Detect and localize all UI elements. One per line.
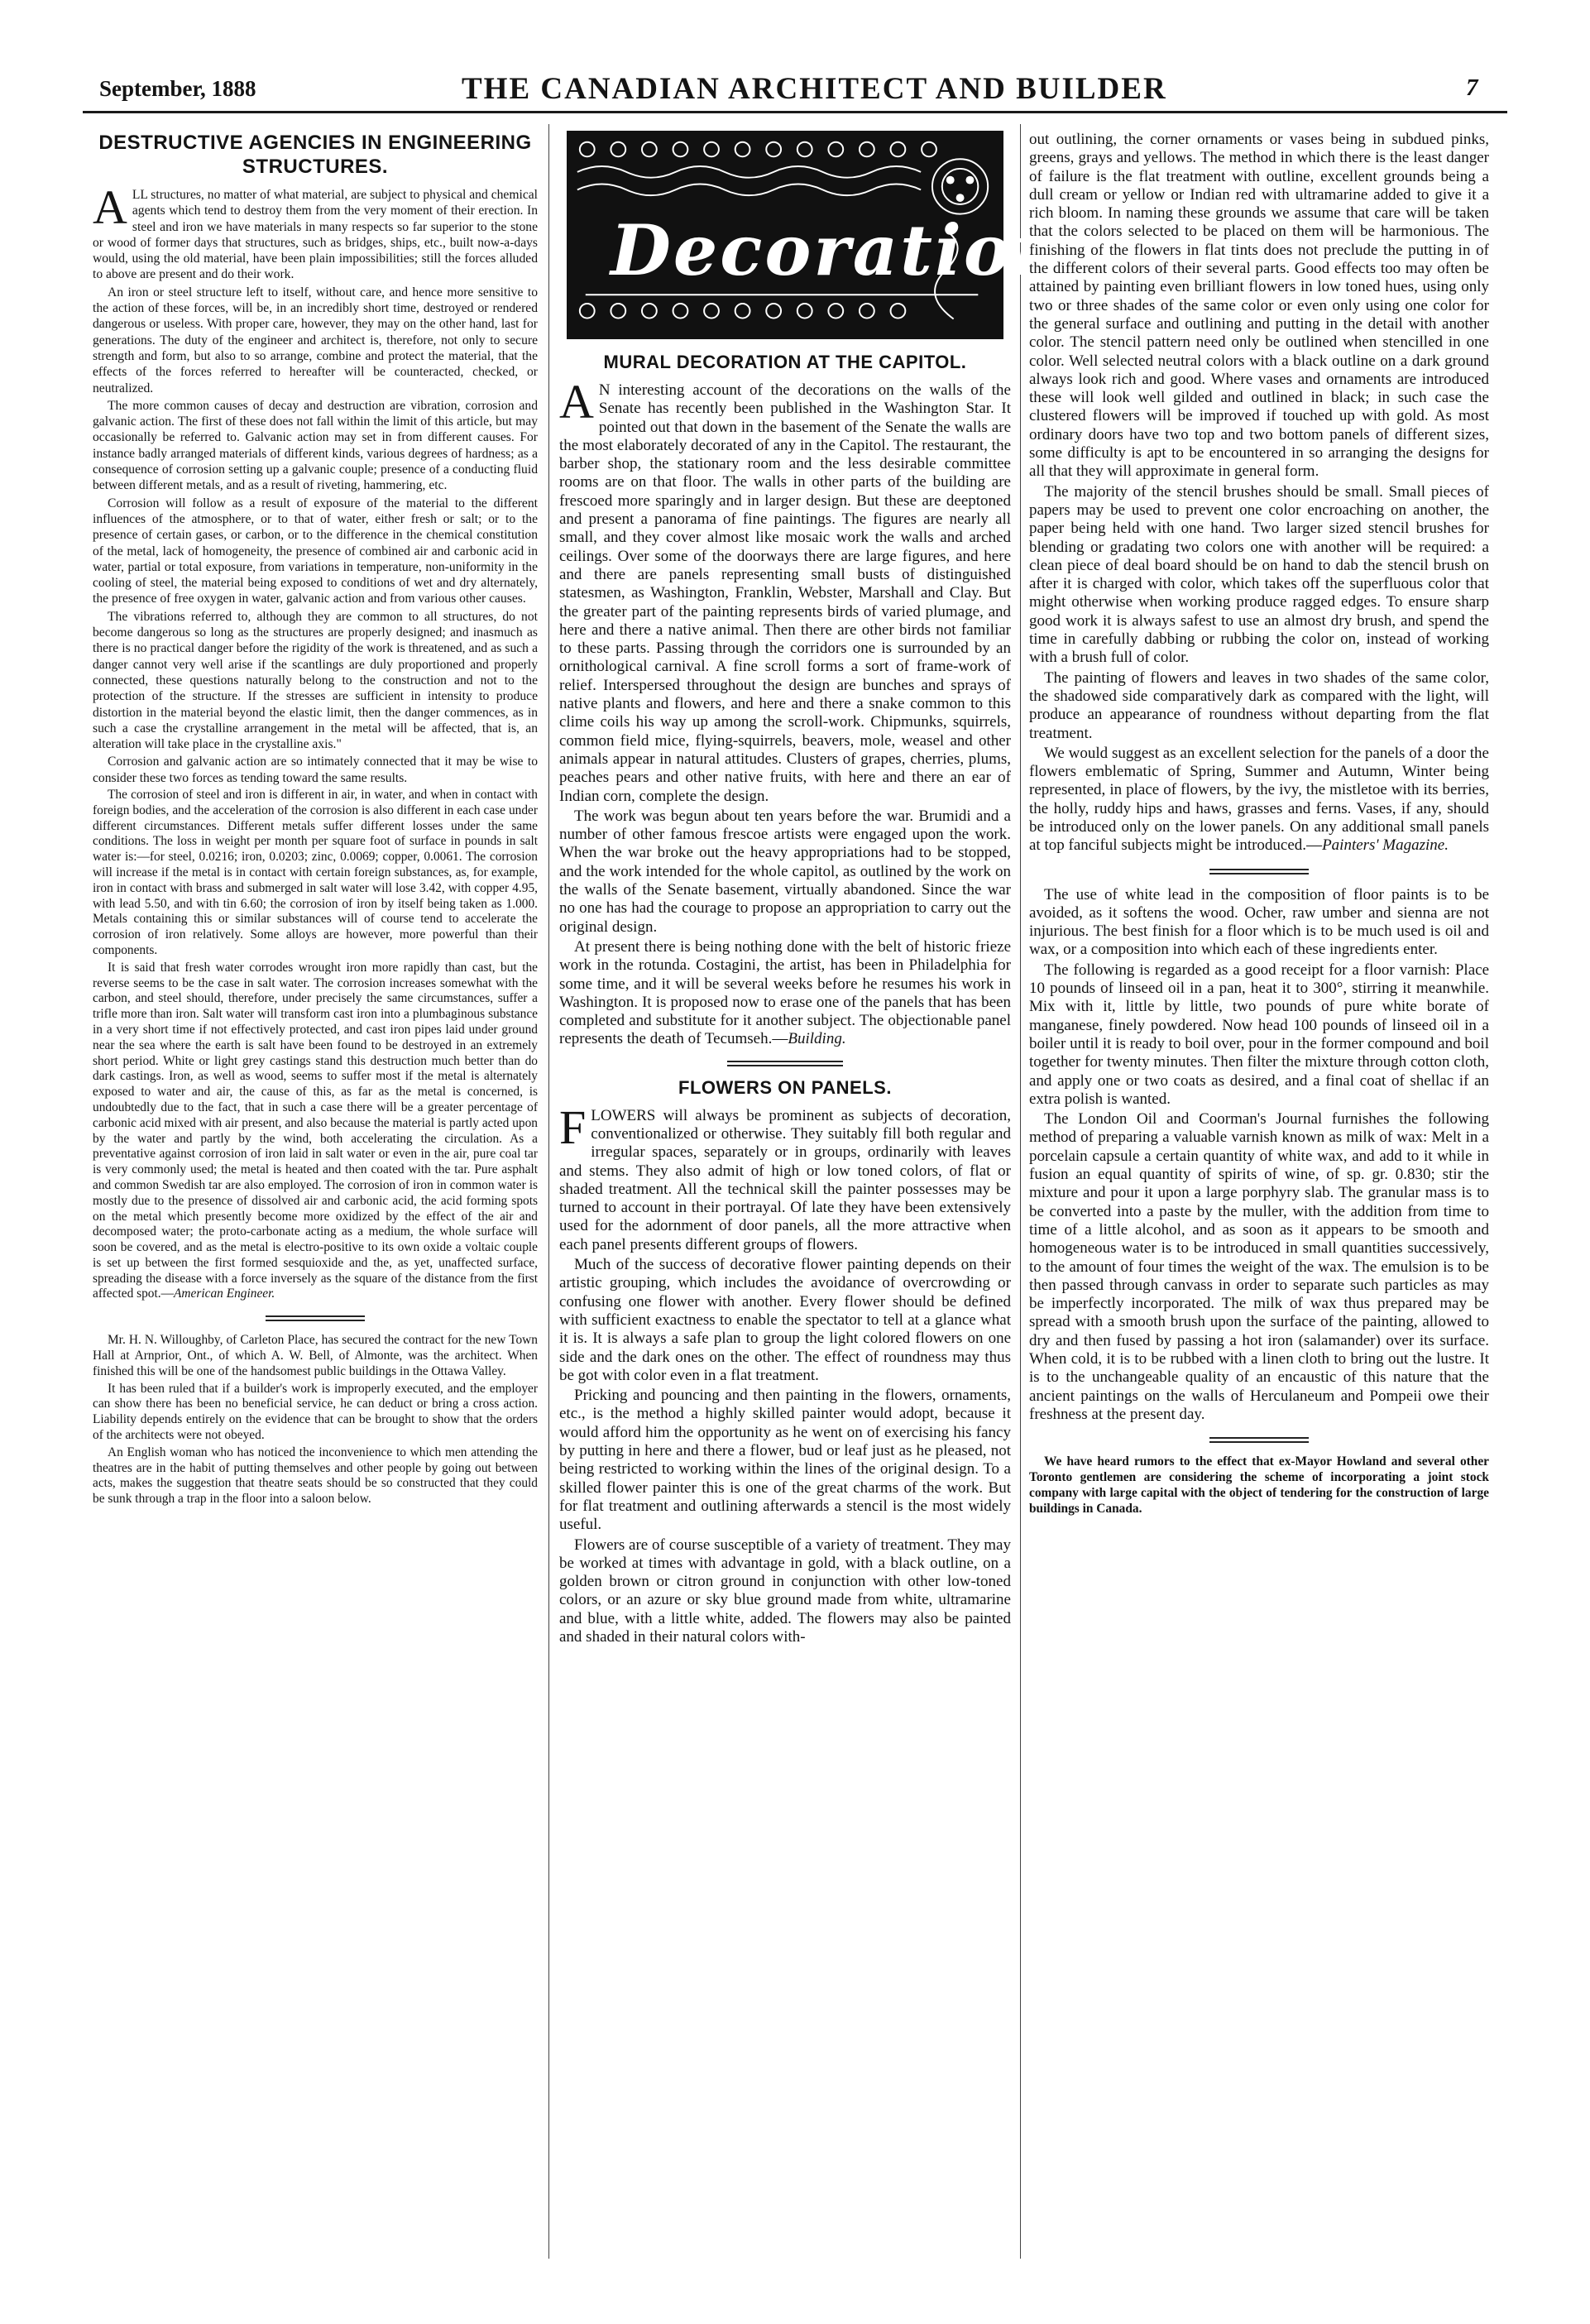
column-divider xyxy=(1020,124,1021,2259)
article-headline: FLOWERS ON PANELS. xyxy=(678,1076,892,1098)
article-paragraph: out outlining, the corner ornaments or vases being in subdued pinks, greens, grays and yellows. The method in which there is the least danger of failure is the flat treatment with outline, excellent grounds being a dull cream or yellow or Indian red with ultramarine added to give it a rich bloom. In naming these grounds we assume that care will be taken that the colors selected to be placed on them will be harmonious. The finishing of the flowers in flat tints does not preclude the putting in of the different colors of their several parts. Good effects too may often be attained by painting even brilliant flowers in low toned hues, using only two or three shades of the same color or even only using one color for the general surface and outlining and putting in the detail with another color. The stencil pattern need only be outlined when stencilled in one color. Well selected neutral colors with a black outline on a dark ground always look rich and good. Where vases and ornaments are introduced these will look well gilded and outlined in black; in such case the clustered flowers will be improved if touched up with gold. As most ordinary doors have two top and two bottom panels of different sizes, some difficulty is apt to be encountered in so arranging the designs for all that they will approximate in general form. xyxy=(1029,131,1489,481)
article-paragraph: Corrosion will follow as a result of exposure of the material to the different influences of the atmosphere, or to that of water, either fresh or salt; or to the presence of certain gases, or carbon, or to the difference in the chemical constitution of the metal, lack of homogeneity, the presence of combined air and carbonic acid in water, partial or total exposure, from variations in temperature, non-uniformity in the cooling of steel, the material being exposed to conditions of wet and dry alternately, the presence of free oxygen in water, galvanic action and from various other causes. xyxy=(93,496,538,606)
article-paragraph: Pricking and pouncing and then painting in the flowers, ornaments, etc., is the method a highly skilled painter would adopt, because it would afford him the opportunity as he went on of exercising his fancy by putting in here and there a flower, bud or leaf just as he pleased, not being restricted to working within the lines of the original design. To a skilled flower painter this is one of the great charms of the work. But for flat treatment and outlining afterwards a stencil is the most widely useful. xyxy=(559,1387,1011,1534)
news-item: It has been ruled that if a builder's work is improperly executed, and the employer can show there has been no beneficial service, he can deduct or bring a cross action. Liability depends entirely on the evidence that can be brought to show that the orders of the architects were not obeyed. xyxy=(93,1381,538,1443)
article-headline: MURAL DECORATION AT THE CAPITOL. xyxy=(603,352,967,372)
news-item: Mr. H. N. Willoughby, of Carleton Place, has secured the contract for the new Town Hall at Arnprior, Ont., of which A. W. Bell, of Almonte, was the architect. When finished this will be one of the handsomest public buildings in the Ottawa Valley. xyxy=(93,1333,538,1378)
article-paragraph: ALL structures, no matter of what material, are subject to physical and chemical agents which tend to destroy them from the very moment of their erection. In steel and iron we have materials in many respects so far superior to the stone or wood of former days that structures, such as bridges, ships, etc., built now-a-days would, using the old material, have been plain impossibilities; still the forces alluded to above are present and do their work. xyxy=(93,180,538,282)
article-paragraph: A N interesting account of the decorations on the walls of the Senate has recently been published in the Washington Star. It pointed out that down in the basement of the Senate the walls are the most elaborately decorated of any in the Capitol. The restaurant, the barber shop, the stationary room and the less desirable committee rooms are on that floor. The walls in other parts of the building are frescoed more sparingly and in larger design. But these are deeptoned and present a panorama of fine paintings. The figures are nearly all small, and they cover almost like mosaic work the walls and arched ceilings. Over some of the doorways there are large figures, and here and there are panels representing small busts of distinguished statesmen, as Washington, Franklin, Webster, Marshall and Clay. But the greater part of the painting represents birds of varied plumage, and here and there a native animal. Then there are other birds not familiar to these parts. Passing through the corridors one is surrounded by an ornithological carnival. A fine scroll forms a sort of frame-work of relief. Interspersed throughout the design are bunches and sprays of native plants and flowers, and here and there a snake common to this clime coils his way up among the scroll-work. Chipmunks, squirrels, common field mice, flying-squirrels, beavers, mole, weasel and other animals appear in natural attitudes. Clusters of grapes, cherries, plums, peaches pears and other native fruits, with here and there an ear of Indian corn, complete the design. xyxy=(559,375,1011,805)
drop-cap: A xyxy=(93,180,127,234)
page-header xyxy=(0,0,1590,108)
article-paragraph: The painting of flowers and leaves in two shades of the same color, the shadowed side comparatively dark as compared with the light, will produce an appearance of roundness without departing from the flat treatment. xyxy=(1029,668,1489,742)
article-source: Painters' Magazine. xyxy=(1322,836,1449,855)
masthead-title: THE CANADIAN ARCHITECT AND BUILDER xyxy=(462,72,1167,106)
article-headline: DESTRUCTIVE AGENCIES IN ENGINEERING STRUCTURES. xyxy=(98,132,532,178)
page-number: 7 xyxy=(1466,74,1478,101)
news-item: An English woman who has noticed the inconvenience to which men attending the theatres are in the habit of putting themselves and other people by going out between acts, makes the suggestion that theatre seats should be so constructed that they could be sunk through a trap in the floor into a saloon below. xyxy=(93,1445,538,1507)
article-paragraph: At present there is being nothing done with the belt of historic frieze work in the rotunda. Costagini, the artist, has been in Philadelphia for some time, and it will be several weeks before he resumes his work in Washington. It is proposed now to erase one of the panels that has been completed and substitute for it another subject. The objectionable panel represents the death of Tecumseh.—Building. xyxy=(559,937,1011,1048)
article-paragraph: The vibrations referred to, although they are common to all structures, do not become dangerous so long as the structures are properly designed; and inasmuch as there is no practical danger before the rigidity of the work is threatened, and as such a danger cannot very well arise if the scantlings are duly proportioned and properly connected, these questions naturally belong to the construction and not to the protection of the structure. If the stresses are sufficient in intensity to produce distortion in the material beyond the elastic limit, then the danger commences, as in such a case the crystalline arrangement in the metal will be affected, that is, an alteration will take place in the crystalline axis." xyxy=(93,609,538,752)
banner-title: Decoration xyxy=(611,209,1066,291)
article-source: American Engineer. xyxy=(174,1287,275,1301)
article-paragraph: It is said that fresh water corrodes wrought iron more rapidly than cast, but the reverse seems to be the case in salt water. The corrosion increases somewhat with the carbon, and steel should, therefore, under precisely the same circumstances, suffer a trifle more than iron. Salt water will transform cast iron into a plumbaginous substance in a very short time if not effectively protected, and cast iron pipes laid under ground near the sea where the earth is salt have been found to be destroyed in an extremely short period. White or light grey castings stand this destruction much better than do dark castings. Iron, as well as wood, seems to suffer most if the metal is alternately exposed to water and air, the cause of this, as far as the metal is concerned, is undoubtedly due to the fact, that in such a case there will be a greater percentage of carbonic acid mixed with air present, and also because the material is partly acted upon by the water and partly by the wind, both accelerating the circulation. As a preventative against corrosion of iron laid in salt water or even in the air, pure coal tar is very commonly used; the metal is heated and then coated with the tar. Pure asphalt and common Swedish tar are also employed. The corrosion of iron in common water is mostly due to the presence of dissolved air and carbonic acid, the acid forming spots on the metal which presently become more oxidized by the effect of the air and decomposed water; the proto-carbonate acting as a medium, the whole surface will soon be covered, and as the metal is electro-positive to its own oxide a voltaic couple is set up between the first formed sesquioxide and the, as yet, unaffected surface, spreading the disease with a force inversely as the square of the distance from the first affected spot.—American Engineer. xyxy=(93,960,538,1301)
drop-cap: A xyxy=(559,375,594,429)
section-rule xyxy=(266,1315,365,1321)
article-paragraph: FLOWERS will always be prominent as subjects of decoration, conventionalized or otherwise. They suitably fill both regular and irregular spaces, separately or in groups, ordinarily with leaves and stems. They also admit of high or low toned colors, of flat or shaded treatment. All the technical skill the painter possesses may be turned to account in their portrayal. Of late they have been extensively used for the adornment of door panels, all the more attractive when each panel presents different groups of flowers. xyxy=(559,1100,1011,1253)
article-paragraph: The majority of the stencil brushes should be small. Small pieces of papers may be used to prevent one color encroaching on another, the paper being held with one hand. Two larger sized stencil brushes for blending or gradating two colors one with another will be required: a clean piece of deal board should be on hand to dab the stencil brush on after it is charged with color, which takes off the superfluous color that might otherwise when working produce ragged edges. To ensure sharp good work it is always safest to use an almost dry brush, and spend the time in carefully dabbing or rubbing the color on, instead of working with a brush full of color. xyxy=(1029,482,1489,667)
column-1 xyxy=(93,131,538,2249)
article-paragraph: The London Oil and Coorman's Journal furnishes the following method of preparing a valuable varnish known as milk of wax: Melt in a porcelain capsule a certain quantity of white wax, and add to it while in fusion an equal quantity of spirits of wine, of sp. gr. 0.830; stir the mixture and pour it upon a large porphyry slab. The granular mass is to be converted into a paste by the muller, with the addition from time to time of a little alcohol, and as soon as it appears to be smooth and homogeneous water is to be introduced in small quantities successively, to the amount of four times the weight of the wax. The emulsion is to be then passed through canvass in order to separate such particles as may be imperfectly incorporated. The milk of wax thus prepared may be spread with a smooth brush upon the surface of the painting, allowed to dry and then fused by passing a hot iron (salamander) over its surface. When cold, it is to be rubbed with a linen cloth to bring out the lustre. It is to the unchangeable quality of an encaustic of this nature that the ancient paintings on the walls of Herculaneum and Pompeii owe their freshness at the present day. xyxy=(1029,1110,1489,1423)
article-paragraph: The use of white lead in the composition of floor paints is to be avoided, as it softens the wood. Ocher, raw umber and sienna are not injurious. The best finish for a floor which is to be much used is oil and wax, or a composition into which each of these ingredients enter. xyxy=(1029,885,1489,959)
drop-cap: F xyxy=(559,1100,587,1154)
article-paragraph: The more common causes of decay and destruction are vibration, corrosion and galvanic action. The first of these does not fall within the limit of this article, but may occasionally be referred to. Galvanic action may set in from different causes. For instance badly arranged materials of different kinds, various degrees of hardness; as a consequence of corrosion setting up a galvanic couple; presence of a conducting fluid between different metals, and as a result of riveting, hammering, etc. xyxy=(93,398,538,493)
article-paragraph: An iron or steel structure left to itself, without care, and hence more sensitive to the action of these forces, will be, in an incredibly short time, destroyed or rendered dangerous or useless. With proper care, however, they may on the other hand, last for generations. The duty of the engineer and architect is, therefore, not only to secure strength and form, but also to so arrange, combine and protect the material, that the effects of the forces referred to hereafter will be counteracted, checked, or neutralized. xyxy=(93,285,538,395)
decoration-banner xyxy=(567,131,1066,339)
section-rule xyxy=(727,1061,843,1066)
article-paragraph: The corrosion of steel and iron is different in air, in water, and when in contact with foreign bodies, and the acceleration of the corrosion is also different in each case under different circumstances. Different metals suffer different losses under the same conditions. The loss in weight per month per square foot of surface in pounds in salt water is:—for steel, 0.0216; iron, 0.0203; zinc, 0.0069; copper, 0.0061. The corrosion will increase if the metal is in contact with certain foreign substances, as, for example, iron in contact with brass and submerged in salt water will lose 3.42, with copper 4.95, with lead 5.50, and with tin 6.60; the corrosion of iron by itself being taken as 1.000. Metals containing this or similar substances will of course tend to accelerate the corrosion of iron relatively. Some alloys are however, more powerful than their components. xyxy=(93,787,538,957)
column-divider xyxy=(548,124,549,2259)
article-source: Building. xyxy=(788,1030,846,1048)
article-paragraph: Flowers are of course susceptible of a variety of treatment. They may be worked at times with advantage in gold, with a black outline, on a golden brown or citron ground in conjunction with other low-toned colors, or an azure or sky blue ground made from white, ultramarine and blue, with a little white, added. The flowers may also be painted and shaded in their natural colors with- xyxy=(559,1536,1011,1646)
issue-date: September, 1888 xyxy=(99,76,256,101)
article-paragraph: We would suggest as an excellent selection for the panels of a door the flowers emblematic of Spring, Summer and Autumn, Winter being represented, in place of flowers, by the ivy, the mistletoe with its berries, the holly, ruddy hips and haws, grasses and ferns. Vases, if any, should be introduced only on the lower panels. On any additional small panels at top fanciful subjects might be introduced.—Painters' Magazine. xyxy=(1029,744,1489,855)
section-rule xyxy=(1209,1437,1309,1443)
article-paragraph: The work was begun about ten years before the war. Brumidi and a number of other famous frescoe artists were engaged upon the work. When the war broke out the heavy appropriations had to be stopped, and the work intended for the whole capitol, as outlined by the work on the walls of the Senate basement, virtually abandoned. Since the war no one has had the courage to propose an appropriation to carry out the original design. xyxy=(559,807,1011,936)
section-rule xyxy=(1209,869,1309,874)
column-3 xyxy=(1029,131,1489,2249)
article-paragraph: Corrosion and galvanic action are so intimately connected that it may be wise to consider these two forces as tending toward the same results. xyxy=(93,755,538,785)
article-paragraph: The following is regarded as a good receipt for a floor varnish: Place 10 pounds of linseed oil in a pan, heat it to 300°, stirring it meanwhile. Mix with it, little by little, two pounds of pure white borate of manganese, finely powdered. Now head 100 pounds of linseed oil in a boiler until it is ready to boil over, pour in the former compound and boil together for twenty minutes. Then filter the mixture through cotton cloth, and apply one or two coats as desired, and a final coat of shellac if an extra polish is wanted. xyxy=(1029,961,1489,1108)
header-rule xyxy=(83,111,1507,113)
news-item: We have heard rumors to the effect that ex-Mayor Howland and several other Toronto gentlemen are considering the scheme of incorporating a joint stock company with large capital with the object of tendering for the construction of large buildings in Canada. xyxy=(1029,1454,1489,1516)
column-2 xyxy=(559,131,1066,2249)
article-paragraph: Much of the success of decorative flower painting depends on their artistic grouping, which includes the avoidance of overcrowding or confusing one flower with another. Every flower should be defined with sufficient exactness to enable the spectator to tell at a glance what it is. It is always a safe plan to group the light colored flowers on one side and the dark ones on the other. The effect of roundness may thus be got with color even in a flat treatment. xyxy=(559,1256,1011,1384)
